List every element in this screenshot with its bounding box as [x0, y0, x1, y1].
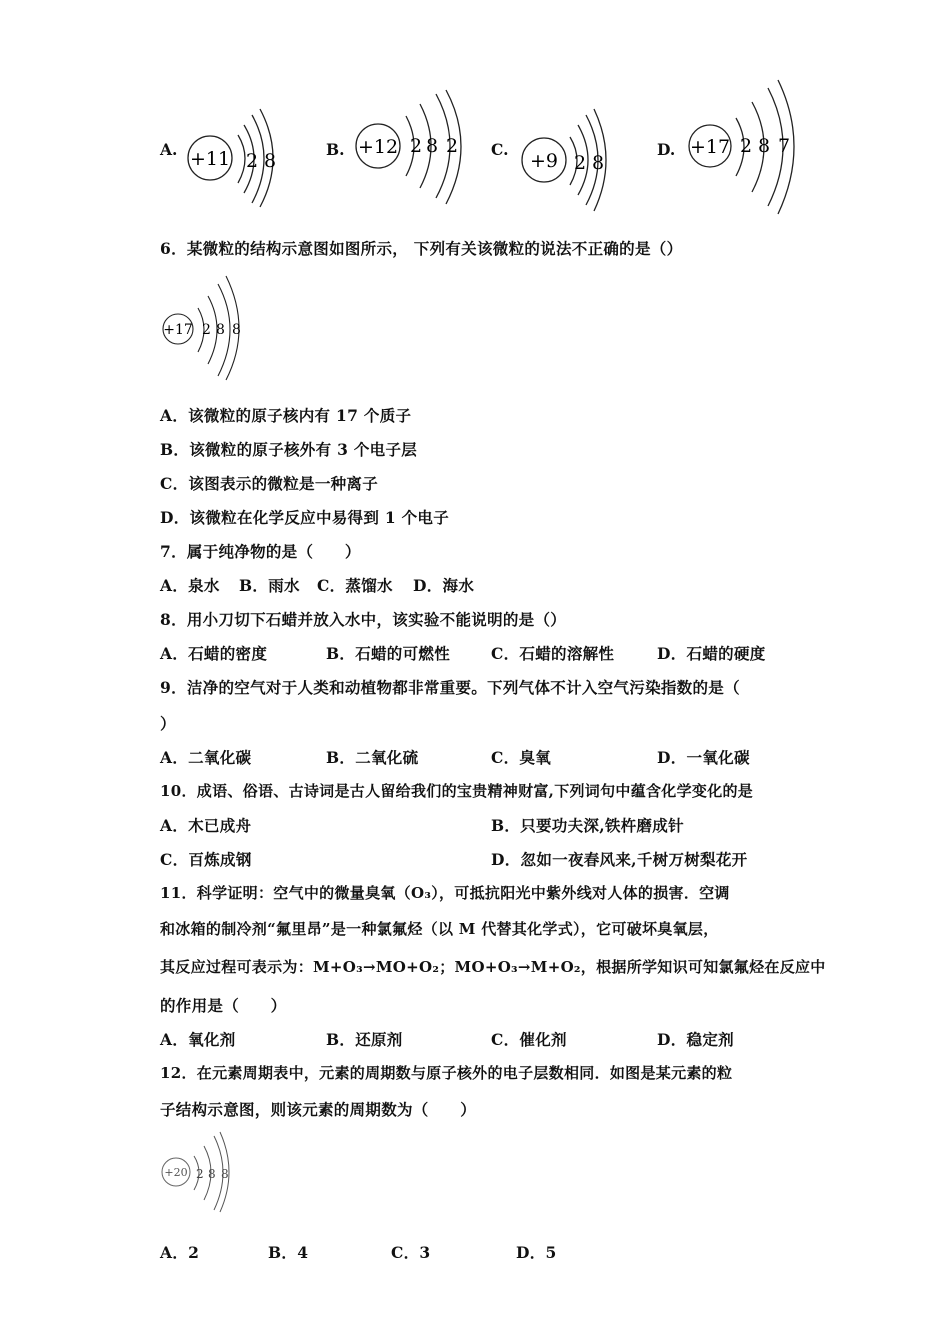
q10-option-c: C．百炼成钢	[160, 850, 252, 869]
shell-1: 2	[196, 1167, 204, 1181]
q9-option-d: D．一氧化碳	[657, 748, 750, 767]
q11-line-3: 其反应过程可表示为：M+O₃→MO+O₂；MO+O₃→M+O₂，根据所学知识可知氯氟烃在反应中	[160, 958, 826, 976]
q5-option-c-label: C.	[491, 140, 509, 159]
q12-option-c: C．3	[391, 1243, 431, 1262]
nucleus-charge: +17	[163, 322, 193, 338]
q9-option-c: C．臭氧	[491, 748, 552, 767]
q8-option-d: D．石蜡的硬度	[657, 644, 766, 663]
q12-option-b: B．4	[268, 1243, 309, 1262]
shell-2: 8	[216, 322, 225, 338]
shell-1: 2	[246, 150, 259, 172]
q5-option-b-label: B.	[326, 140, 345, 159]
q6-diagram	[158, 272, 258, 382]
shell-1: 2	[410, 135, 423, 157]
q6-option-b: B．该微粒的原子核外有 3 个电子层	[160, 440, 418, 459]
q11-line-4: 的作用是（ ）	[160, 996, 287, 1015]
q8-option-a: A．石蜡的密度	[160, 644, 268, 663]
shell-2: 8	[208, 1167, 216, 1181]
nucleus-charge: +20	[164, 1166, 188, 1179]
q11-option-c: C．催化剂	[491, 1030, 567, 1049]
q5-option-a-diagram	[180, 105, 290, 215]
q9-stem-line-1: 9．洁净的空气对于人类和动植物都非常重要。下列气体不计入空气污染指数的是（	[160, 678, 740, 697]
q5-option-d-label: D.	[657, 140, 676, 159]
shell-3: 8	[232, 322, 241, 338]
nucleus-charge: +12	[357, 136, 399, 158]
q8-stem: 8．用小刀切下石蜡并放入水中，该实验不能说明的是（）	[160, 610, 567, 629]
q6-option-c: C．该图表示的微粒是一种离子	[160, 474, 379, 493]
q10-option-d: D．忽如一夜春风来,千树万树梨花开	[491, 850, 748, 869]
q8-option-c: C．石蜡的溶解性	[491, 644, 615, 663]
q8-option-b: B．石蜡的可燃性	[326, 644, 451, 663]
q6-option-d: D．该微粒在化学反应中易得到 1 个电子	[160, 508, 450, 527]
q5-option-b-diagram	[350, 88, 480, 208]
q7-option-c: C．蒸馏水	[317, 576, 393, 595]
q7-option-b: B．雨水	[239, 576, 300, 595]
q12-option-a: A．2	[160, 1243, 200, 1262]
nucleus-charge: +11	[189, 148, 231, 170]
q11-line-1: 11．科学证明：空气中的微量臭氧（O₃），可抵抗阳光中紫外线对人体的损害．空调	[160, 884, 730, 902]
shell-2: 8	[592, 152, 605, 174]
q11-option-a: A．氧化剂	[160, 1030, 236, 1049]
q12-line-2: 子结构示意图，则该元素的周期数为（ ）	[160, 1100, 477, 1119]
q9-stem-line-2: ）	[160, 714, 176, 733]
q11-option-b: B．还原剂	[326, 1030, 403, 1049]
q10-stem: 10．成语、俗语、古诗词是古人留给我们的宝贵精神财富,下列词句中蕴含化学变化的是	[160, 782, 754, 800]
shell-1: 2	[202, 322, 211, 338]
nucleus-charge: +17	[689, 136, 731, 158]
q11-line-2: 和冰箱的制冷剂“氟里昂”是一种氯氟烃（以 M 代替其化学式），它可破坏臭氧层，	[160, 920, 719, 938]
shell-2: 8	[758, 135, 771, 157]
q5-option-d-diagram	[682, 78, 812, 216]
q9-option-b: B．二氧化硫	[326, 748, 419, 767]
shell-2: 8	[264, 150, 277, 172]
q12-diagram	[158, 1128, 238, 1214]
q11-option-d: D．稳定剂	[657, 1030, 734, 1049]
q7-option-d: D．海水	[413, 576, 475, 595]
q6-option-a: A．该微粒的原子核内有 17 个质子	[160, 406, 412, 425]
shell-3: 7	[778, 135, 791, 157]
q10-option-a: A．木已成舟	[160, 816, 252, 835]
q7-stem: 7．属于纯净物的是（ ）	[160, 542, 361, 561]
q5-option-c-diagram	[516, 105, 616, 215]
q12-line-1: 12．在元素周期表中，元素的周期数与原子核外的电子层数相同．如图是某元素的粒	[160, 1064, 733, 1082]
shell-3: 2	[446, 135, 459, 157]
q7-option-a: A．泉水	[160, 576, 220, 595]
q12-option-d: D．5	[516, 1243, 557, 1262]
q9-option-a: A．二氧化碳	[160, 748, 252, 767]
shell-2: 8	[426, 135, 439, 157]
nucleus-charge: +9	[529, 150, 559, 172]
q6-stem: 6．某微粒的结构示意图如图所示， 下列有关该微粒的说法不正确的是（）	[160, 239, 683, 258]
q5-option-a-label: A.	[160, 140, 178, 159]
shell-1: 2	[574, 152, 587, 174]
shell-3: 8	[221, 1167, 229, 1181]
q10-option-b: B．只要功夫深,铁杵磨成针	[491, 816, 684, 835]
shell-1: 2	[740, 135, 753, 157]
